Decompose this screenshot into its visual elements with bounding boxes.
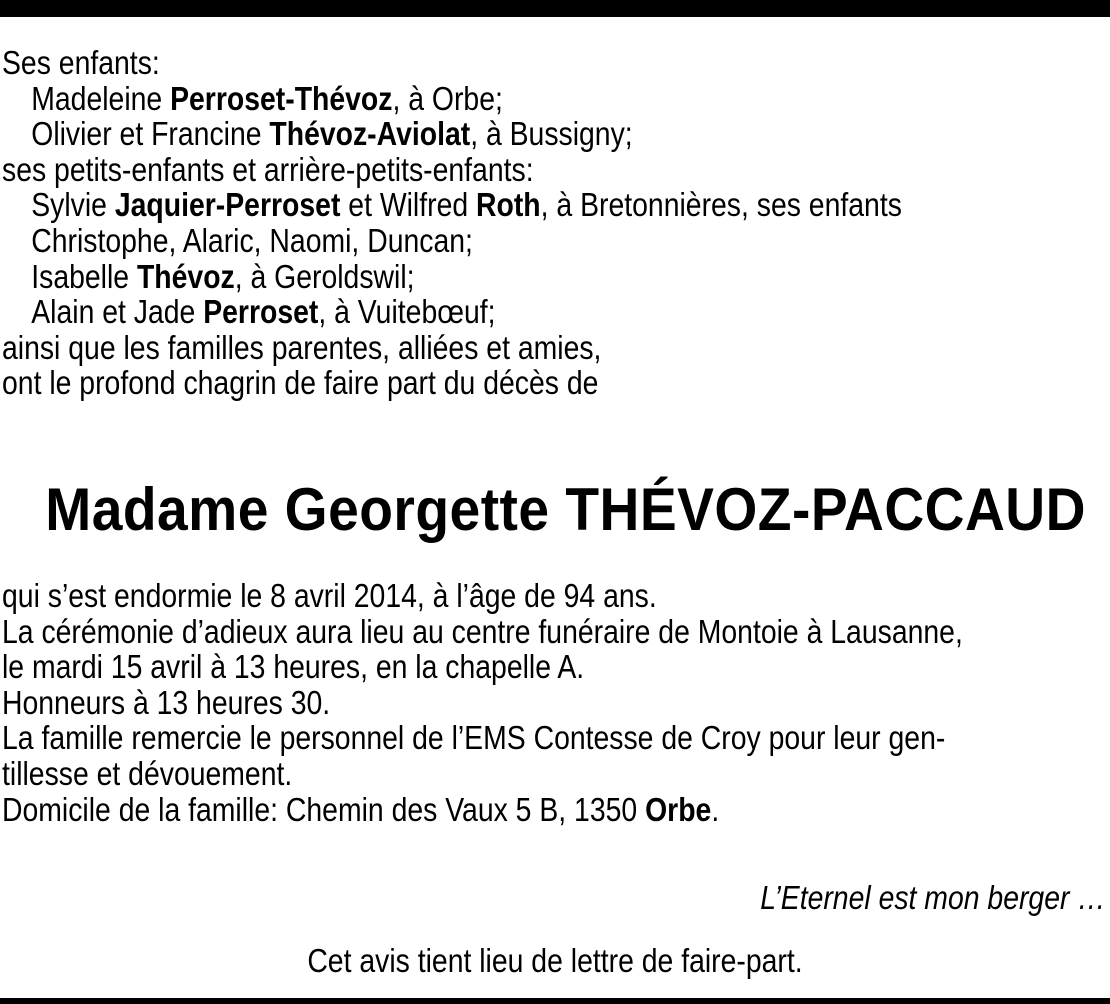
- detail-line: le mardi 15 avril à 13 heures, en la chapelle A.: [2, 648, 585, 686]
- grandchild-surname: Thévoz: [136, 257, 235, 295]
- child-surname: Thévoz-Aviolat: [269, 115, 471, 153]
- detail-line: qui s’est endormie le 8 avril 2014, à l’âge de 94 ans.: [2, 577, 657, 614]
- address-line: Domicile de la famille: Chemin des Vaux 5 B, 1350 Orbe.: [2, 790, 720, 828]
- detail-line: La cérémonie d’adieux aura lieu au centre funéraire de Montoie à Lausanne,: [2, 612, 963, 650]
- grandchild-line: Alain et Jade Perroset, à Vuitebœuf;: [31, 293, 496, 331]
- grandchild-line: Isabelle Thévoz, à Geroldswil;: [31, 257, 415, 295]
- grandchild-surname: Jaquier-Perroset: [114, 186, 341, 224]
- family-list: [2, 45, 953, 401]
- ceremony-details: [2, 577, 963, 828]
- grandchildren-heading: ses petits-enfants et arrière-petits-enfants:: [2, 150, 534, 188]
- children-heading: Ses enfants:: [2, 44, 160, 81]
- child-surname: Perroset-Thévoz: [170, 79, 393, 117]
- relatives-line: ainsi que les familles parentes, alliées et amies,: [2, 328, 602, 366]
- child-line: Olivier et Francine Thévoz-Aviolat, à Bussigny;: [31, 115, 633, 153]
- detail-line: tillesse et dévouement.: [2, 754, 293, 792]
- deceased-name: Madame Georgette THÉVOZ-PACCAUD: [45, 476, 1086, 543]
- bottom-rule: [0, 998, 1110, 1004]
- partner-surname: Roth: [476, 186, 541, 224]
- footer-note: Cet avis tient lieu de lettre de faire-part.: [307, 942, 803, 979]
- great-grandchildren-line: Christophe, Alaric, Naomi, Duncan;: [31, 221, 473, 259]
- motto: L’Eternel est mon berger …: [760, 879, 1106, 916]
- detail-line: La famille remercie le personnel de l’EMS Contesse de Croy pour leur gen-: [2, 719, 946, 757]
- detail-line: Honneurs à 13 heures 30.: [2, 683, 331, 721]
- address-town: Orbe: [645, 790, 712, 828]
- top-rule: [0, 0, 1110, 17]
- grandchild-surname: Perroset: [203, 293, 319, 331]
- grandchild-line: Sylvie Jaquier-Perroset et Wilfred Roth, à Bretonnières, ses enfants: [31, 186, 902, 224]
- announcement-line: ont le profond chagrin de faire part du décès de: [2, 364, 599, 402]
- child-line: Madeleine Perroset-Thévoz, à Orbe;: [31, 79, 503, 117]
